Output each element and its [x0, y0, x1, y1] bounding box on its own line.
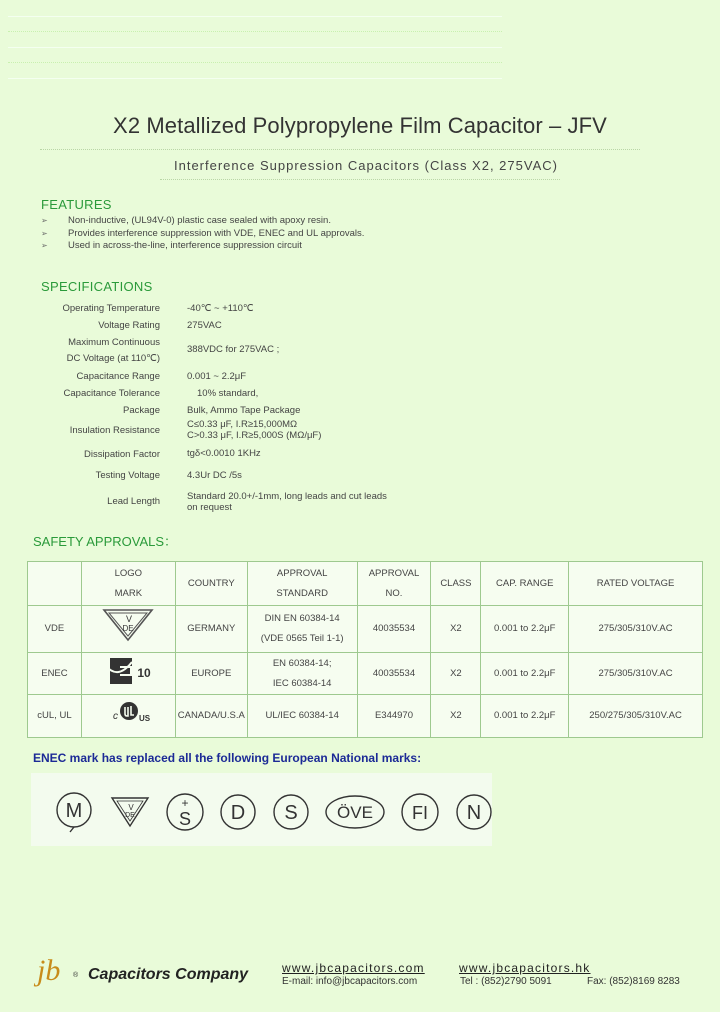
header-decoration — [8, 16, 502, 93]
enec-mark-icon — [98, 654, 158, 686]
website-link-hk[interactable]: www.jbcapacitors.hk — [459, 961, 591, 975]
vde-mark-icon — [108, 792, 152, 832]
enec-logo — [81, 653, 175, 695]
table-row: cUL, UL c US CANADA/U.S.A UL/IEC 60384-14 E344970 X2 0.001 to 2.2μF 250/275/305/310V.AC — [28, 695, 703, 738]
demko-mark-icon — [218, 792, 258, 832]
enec-note: ENEC mark has replaced all the following European National marks: — [33, 751, 422, 765]
subtitle-divider — [160, 179, 560, 180]
svg-text:FI: FI — [412, 803, 428, 823]
company-logo: jb — [37, 954, 61, 987]
header-cap-range: CAP. RANGE — [481, 562, 569, 606]
page-title: X2 Metallized Polypropylene Film Capacitor – JFV — [113, 113, 607, 138]
list-item: ➢ Used in across-the-line, interference suppression circuit — [41, 240, 302, 251]
fimko-mark-icon — [399, 792, 441, 832]
sgs-mark-icon — [271, 792, 311, 832]
cul-us-mark-icon — [98, 697, 158, 727]
ove-mark-icon — [324, 792, 386, 832]
vde-triangle-icon — [98, 606, 158, 644]
svg-text:S: S — [178, 809, 192, 829]
nemko-mark-icon — [454, 792, 494, 832]
semko-mark-icon — [53, 790, 95, 834]
approvals-table — [27, 561, 703, 738]
svg-text:V: V — [126, 614, 133, 624]
features-heading: FEATURES — [41, 197, 112, 212]
fax: Fax: (852)8169 8283 — [587, 976, 680, 987]
header-logo-mark: LOGO MARK — [81, 562, 175, 606]
header-rated-voltage: RATED VOLTAGE — [569, 562, 703, 606]
arrow-bullet-icon: ➢ — [41, 241, 48, 250]
vde-logo — [81, 606, 175, 653]
header-approval-standard: APPROVAL STANDARD — [247, 562, 357, 606]
table-row: VDE V DE GERMANY DIN EN 60384-14 (VDE 0565 Teil 1-1) 40035534 X2 0.001 to 2.2μF 275/305/310V.AC — [28, 606, 703, 653]
list-item: ➢ Provides interference suppression with VDE, ENEC and UL approvals. — [41, 227, 365, 239]
svg-text:N: N — [466, 802, 482, 824]
website-link-com[interactable]: www.jbcapacitors.com — [282, 961, 425, 975]
svg-text:10: 10 — [137, 665, 151, 680]
email-contact[interactable]: E-mail: info@jbcapacitors.com — [282, 976, 418, 987]
footer — [0, 950, 720, 1000]
specifications-heading: SPECIFICATIONS — [41, 279, 153, 294]
header-blank — [28, 562, 82, 606]
semko-s-mark-icon — [165, 789, 205, 835]
table-row: ENEC 10 EUROPE EN 60384-14; IEC 60384-14 40035534 X2 0.001 to 2.2μF 275/305/310V.AC — [28, 653, 703, 695]
svg-text:V: V — [128, 803, 134, 812]
list-item: ➢ Non-inductive, (UL94V-0) plastic case sealed with apoxy resin. — [41, 215, 331, 226]
telephone: Tel : (852)2790 5091 — [460, 976, 552, 987]
registered-mark: ® — [73, 972, 79, 979]
svg-text:DE: DE — [122, 624, 134, 633]
arrow-bullet-icon: ➢ — [41, 228, 48, 238]
svg-text:+: + — [181, 796, 189, 810]
header-class: CLASS — [431, 562, 481, 606]
safety-approvals-heading: SAFETY APPROVALS： — [33, 534, 178, 549]
arrow-bullet-icon: ➢ — [41, 216, 48, 225]
svg-text:c: c — [113, 711, 119, 722]
ul-logo — [81, 695, 175, 738]
svg-text:DE: DE — [125, 812, 135, 819]
title-divider — [40, 149, 640, 150]
svg-text:S: S — [284, 802, 298, 824]
header-country: COUNTRY — [175, 562, 247, 606]
features-list — [41, 215, 364, 253]
company-name: Capacitors Company — [88, 966, 249, 983]
page-subtitle: Interference Suppression Capacitors (Class X2, 275VAC) — [174, 158, 558, 173]
svg-text:D: D — [230, 802, 246, 824]
national-marks-panel — [31, 773, 492, 846]
header-approval-no: APPROVAL NO. — [357, 562, 431, 606]
table-header-row — [28, 562, 703, 606]
svg-text:US: US — [139, 714, 151, 723]
svg-text:ÖVE: ÖVE — [337, 803, 373, 822]
svg-text:M: M — [65, 800, 83, 822]
